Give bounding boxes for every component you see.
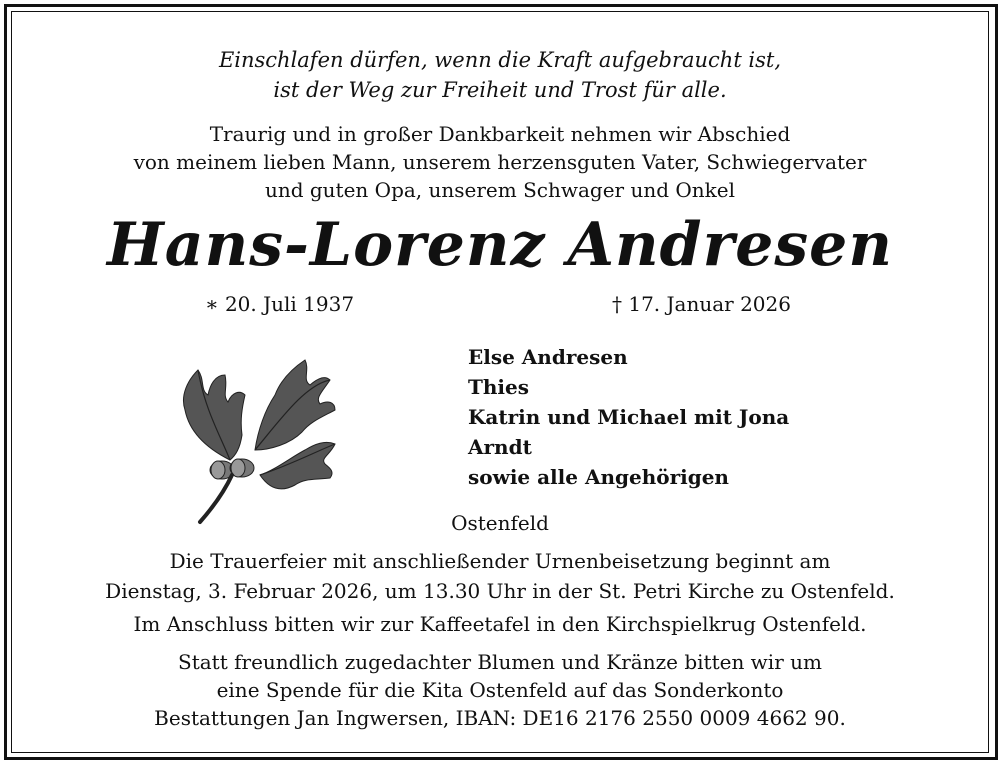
ceremony-line-2: Dienstag, 3. Februar 2026, um 13.30 Uhr in der St. Petri Kirche zu Ostenfeld.: [105, 579, 895, 603]
motto-line-2: ist der Weg zur Freiheit und Trost für alle.: [273, 78, 727, 102]
death-date: † 17. Januar 2026: [612, 292, 791, 316]
place: Ostenfeld: [451, 511, 549, 535]
intro-line-3: und guten Opa, unserem Schwager und Onkel: [264, 178, 736, 202]
motto-line-1: Einschlafen dürfen, wenn die Kraft aufgebraucht ist,: [218, 48, 782, 72]
motto: [0, 45, 1000, 105]
intro-line-1: Traurig und in großer Dankbarkeit nehmen wir Abschied: [209, 122, 791, 146]
birth-date: ∗ 20. Juli 1937: [205, 292, 355, 316]
donation-text: [0, 648, 1000, 732]
donation-line-2: eine Spende für die Kita Ostenfeld auf das Sonderkonto: [216, 678, 784, 702]
donation-line-3: Bestattungen Jan Ingwersen, IBAN: DE16 2176 2550 0009 4662 90.: [154, 706, 846, 730]
intro-line-2: von meinem lieben Mann, unserem herzensguten Vater, Schwiegervater: [133, 150, 867, 174]
mourner-4: Arndt: [468, 435, 532, 459]
oak-leaves-icon: [170, 340, 345, 530]
ceremony-text: [0, 546, 1000, 606]
mourner-2: Thies: [468, 375, 530, 399]
ceremony-line-1: Die Trauerfeier mit anschließender Urnenbeisetzung beginnt am: [169, 549, 831, 573]
donation-line-1: Statt freundlich zugedachter Blumen und Kränze bitten wir um: [178, 650, 822, 674]
intro-text: [0, 120, 1000, 204]
mourner-5: sowie alle Angehörigen: [468, 465, 729, 489]
mourner-1: Else Andresen: [468, 345, 628, 369]
coffee-text: Im Anschluss bitten wir zur Kaffeetafel in den Kirchspielkrug Ostenfeld.: [133, 612, 867, 636]
mourners-list: [468, 342, 789, 492]
deceased-name: Hans-Lorenz Andresen: [107, 210, 893, 280]
mourner-3: Katrin und Michael mit Jona: [468, 405, 790, 429]
